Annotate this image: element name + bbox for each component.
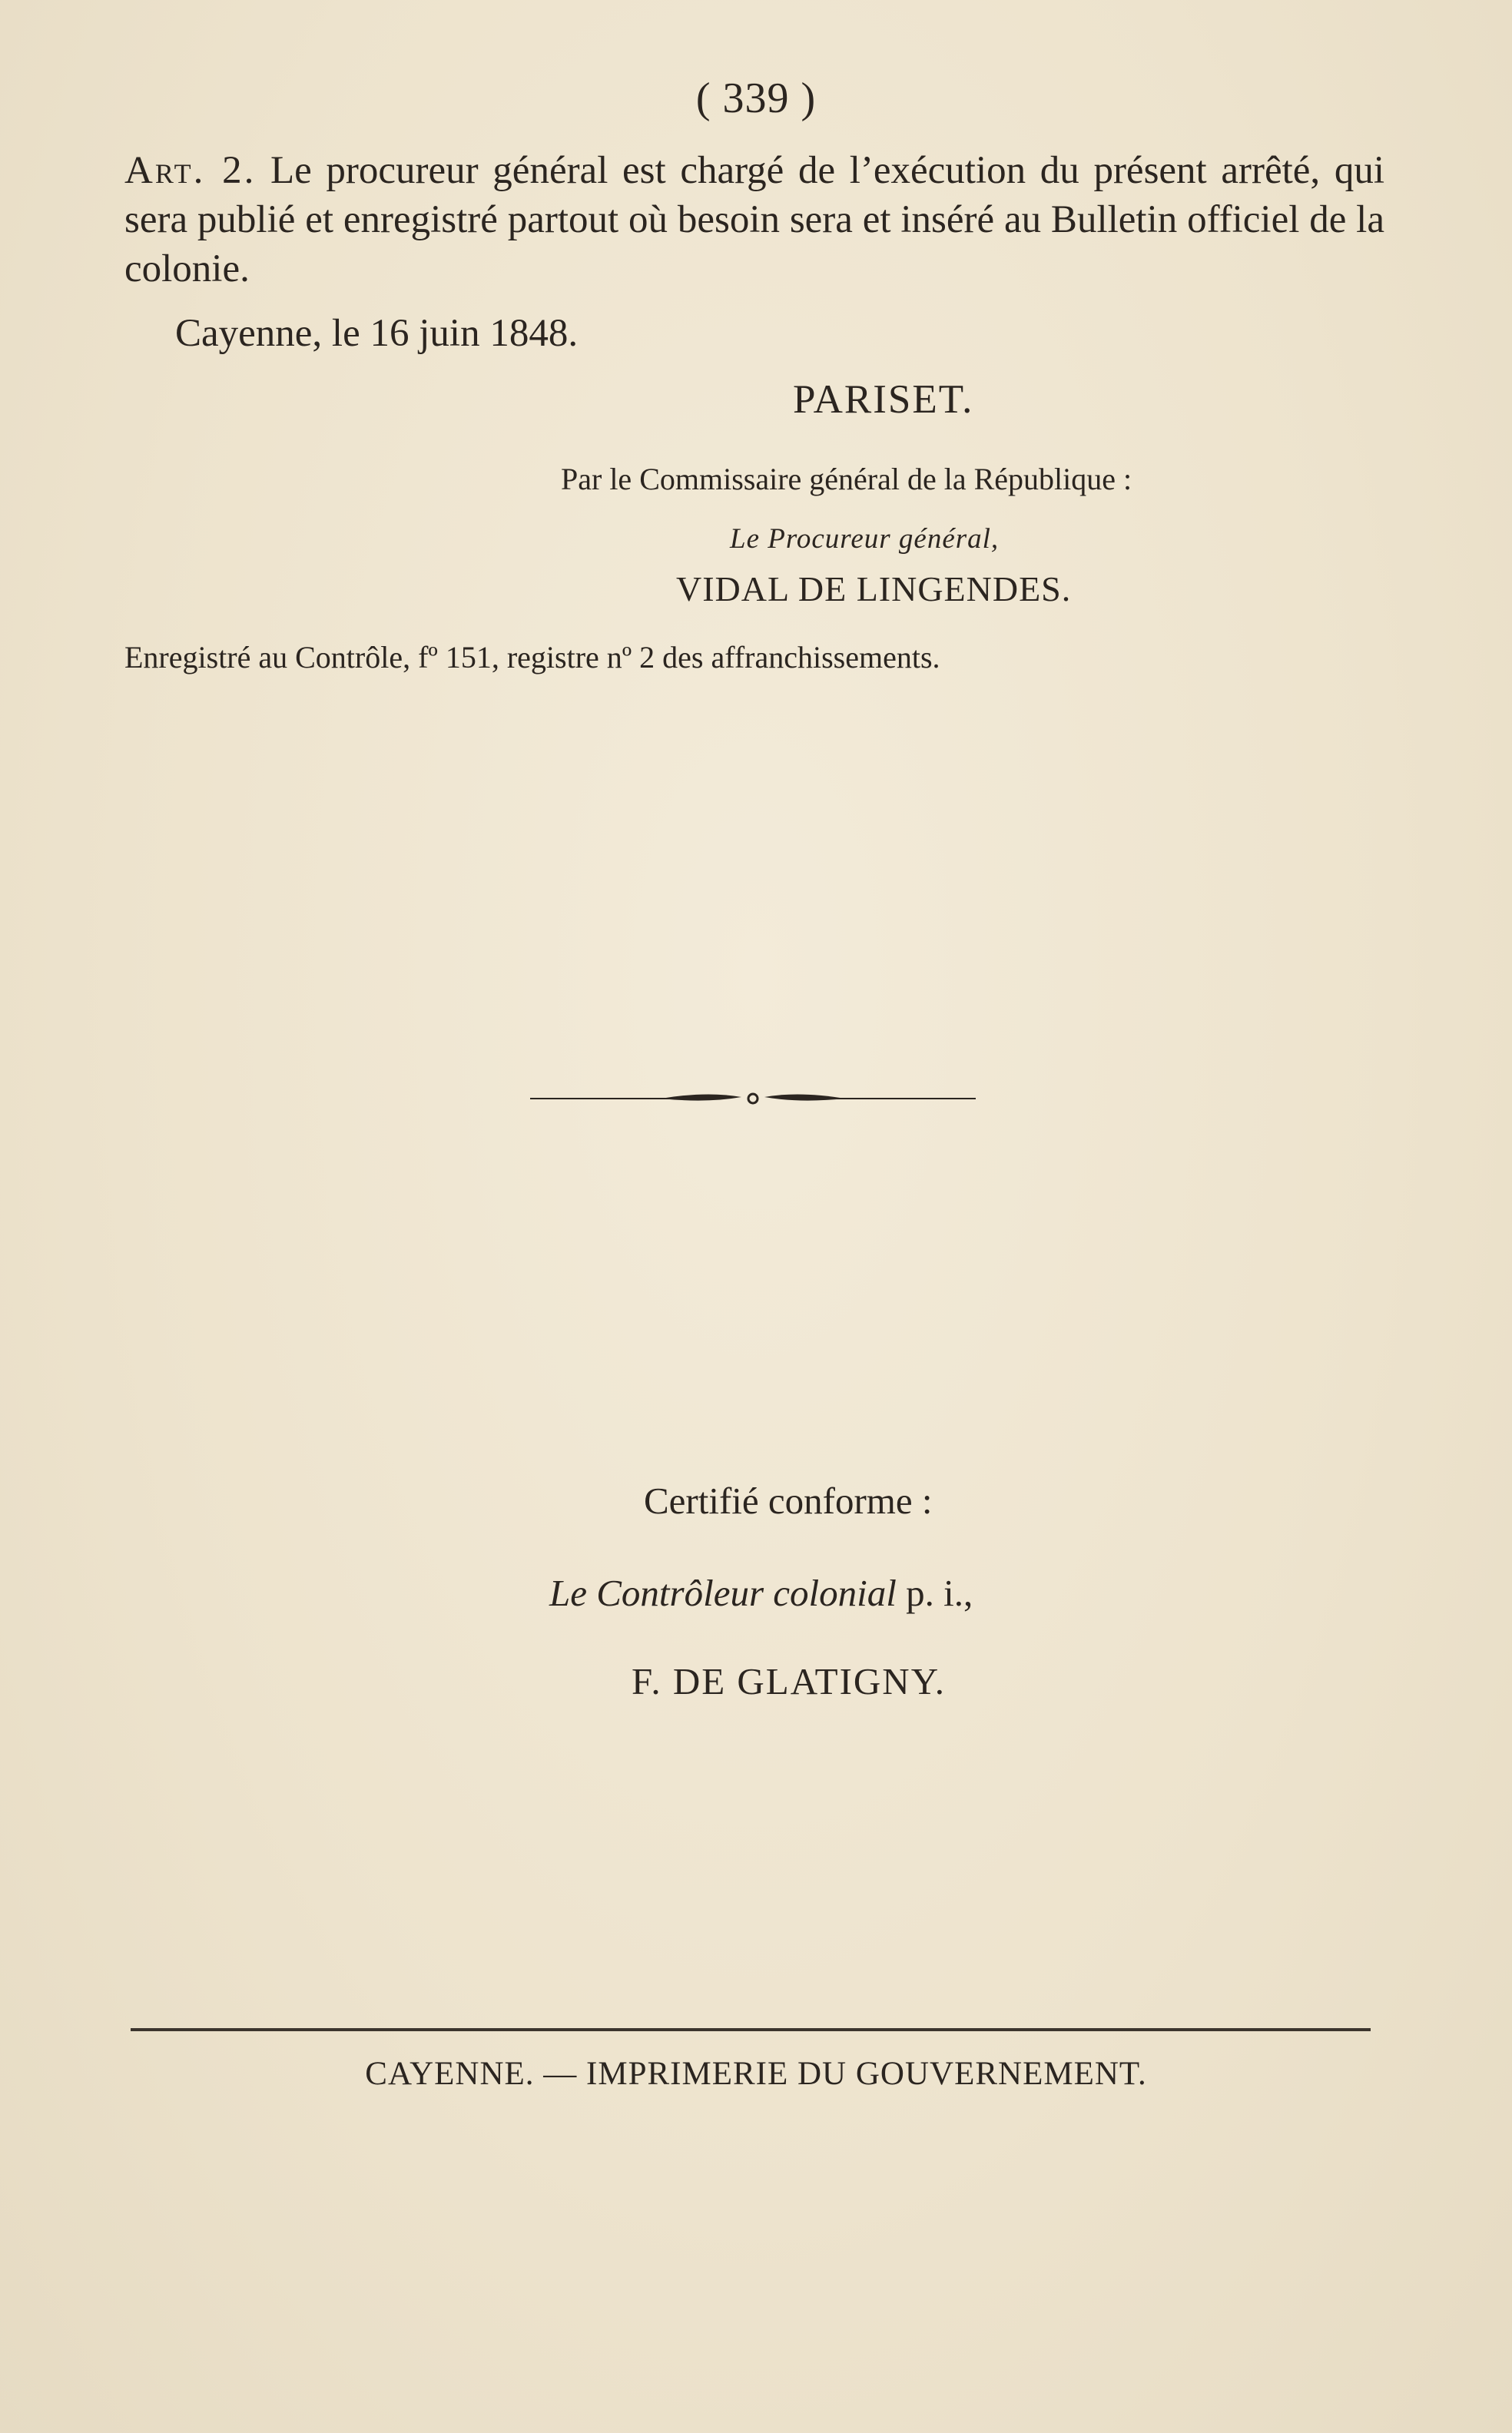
procureur-name: VIDAL DE LINGENDES. [676,569,1072,608]
controleur-title: Le Contrôleur colonial [549,1572,897,1614]
controleur-suffix: p. i., [896,1572,973,1614]
by-commissaire-line: Par le Commissaire général de la République : [561,462,1132,496]
controleur-line [549,1571,973,1615]
certification-line: Certifié conforme : [644,1480,933,1522]
printer-imprint: CAYENNE. — IMPRIMERIE DU GOUVERNEMENT. [365,2056,1147,2092]
article-text: Le procureur général est chargé de l’exécution du présent arrêté, qui sera publié et enregistré partout où besoin sera et inséré au Bulletin officiel de la colonie. [124,149,1384,290]
article-label: Art. 2. [124,149,257,192]
page-number: ( 339 ) [695,75,817,122]
registration-note: Enregistré au Contrôle, fº 151, registre nº 2 des affranchissements. [124,640,940,675]
footer-rule [131,2028,1371,2031]
date-line: Cayenne, le 16 juin 1848. [175,312,579,355]
procureur-title: Le Procureur général, [730,523,1000,555]
signature-pariset: PARISET. [793,377,974,422]
ornament-divider-icon [530,1083,976,1114]
controleur-name: F. DE GLATIGNY. [632,1660,947,1702]
article-paragraph [124,146,1384,293]
